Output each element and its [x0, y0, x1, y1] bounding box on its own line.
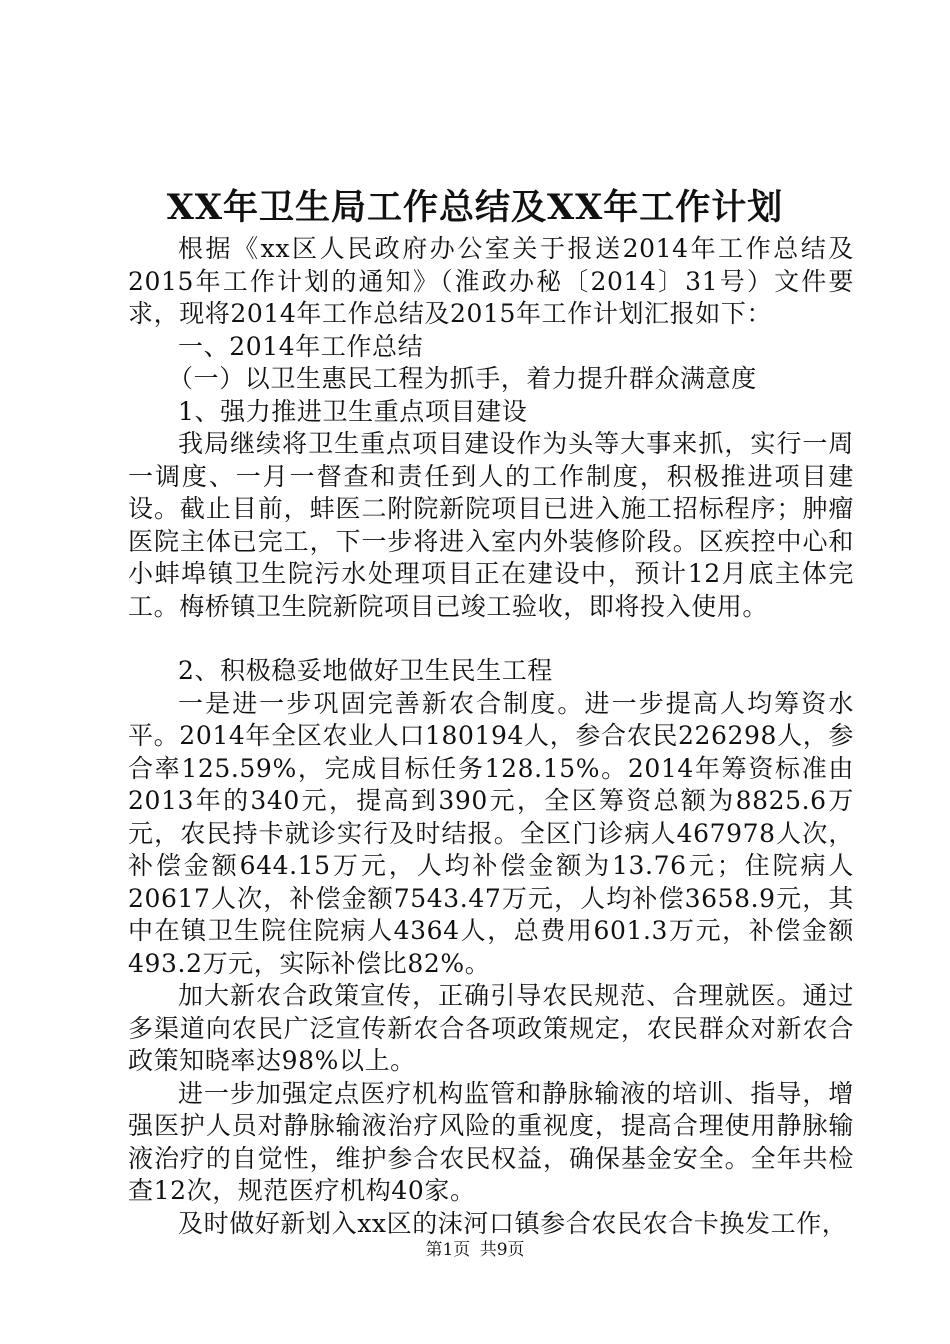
body-paragraph: 一是进一步巩固完善新农合制度。进一步提高人均筹资水平。2014年全区农业人口180194人，参合农民226298人，参合率125.59%，完成目标任务128.15%。2014年筹资标准由2013年的340元，提高到390元，全区筹资总额为8825.6万元，农民持卡就诊实行及时结报。全区门诊病人467978人次，补偿金额644.15万元，人均补偿金额为13.76元；住院病人20617人次，补偿金额7543.47万元，人均补偿3658.9元，其中在镇卫生院住院病人4364人，总费用601.3万元，补偿金额493.2万元，实际补偿比82%。	[128, 688, 854, 978]
intro-paragraph: 根据《xx区人民政府办公室关于报送2014年工作总结及2015年工作计划的通知》（淮政办秘〔2014〕31号）文件要求，现将2014年工作总结及2015年工作计划汇报如下：	[128, 234, 854, 328]
page-number-footer: 第1页 共9页	[425, 1240, 525, 1260]
item-heading: 2、积极稳妥地做好卫生民生工程	[178, 656, 553, 685]
body-paragraph: 加大新农合政策宣传，正确引导农民规范、合理就医。通过多渠道向农民广泛宣传新农合各项政策规定，农民群众对新农合政策知晓率达98%以上。	[128, 981, 854, 1075]
body-paragraph: 进一步加强定点医疗机构监管和静脉输液的培训、指导，增强医护人员对静脉输液治疗风险的重视度，提高合理使用静脉输液治疗的自觉性，维护参合农民权益，确保基金安全。全年共检查12次，规范医疗机构40家。	[128, 1078, 854, 1205]
document-title: XX年卫生局工作总结及XX年工作计划	[166, 187, 784, 228]
section-heading: 一、2014年工作总结	[178, 331, 424, 361]
paragraph-gap	[128, 623, 854, 655]
body-paragraph: 我局继续将卫生重点项目建设作为头等大事来抓，实行一周一调度、一月一督查和责任到人的工作制度，积极推进项目建设。截止目前，蚌医二附院新院项目已进入施工招标程序；肿瘤医院主体已完工，下一步将进入室内外装修阶段。区疾控中心和小蚌埠镇卫生院污水处理项目正在建设中，预计12月底主体完工。梅桥镇卫生院新院项目已竣工验收，即将投入使用。	[128, 429, 854, 621]
item-heading: 1、强力推进卫生重点项目建设	[178, 396, 528, 426]
document-body	[128, 233, 854, 1240]
subsection-heading: （一）以卫生惠民工程为抓手，着力提升群众满意度	[168, 364, 757, 393]
body-paragraph: 及时做好新划入xx区的沫河口镇参合农民农合卡换发工作，	[178, 1208, 848, 1238]
